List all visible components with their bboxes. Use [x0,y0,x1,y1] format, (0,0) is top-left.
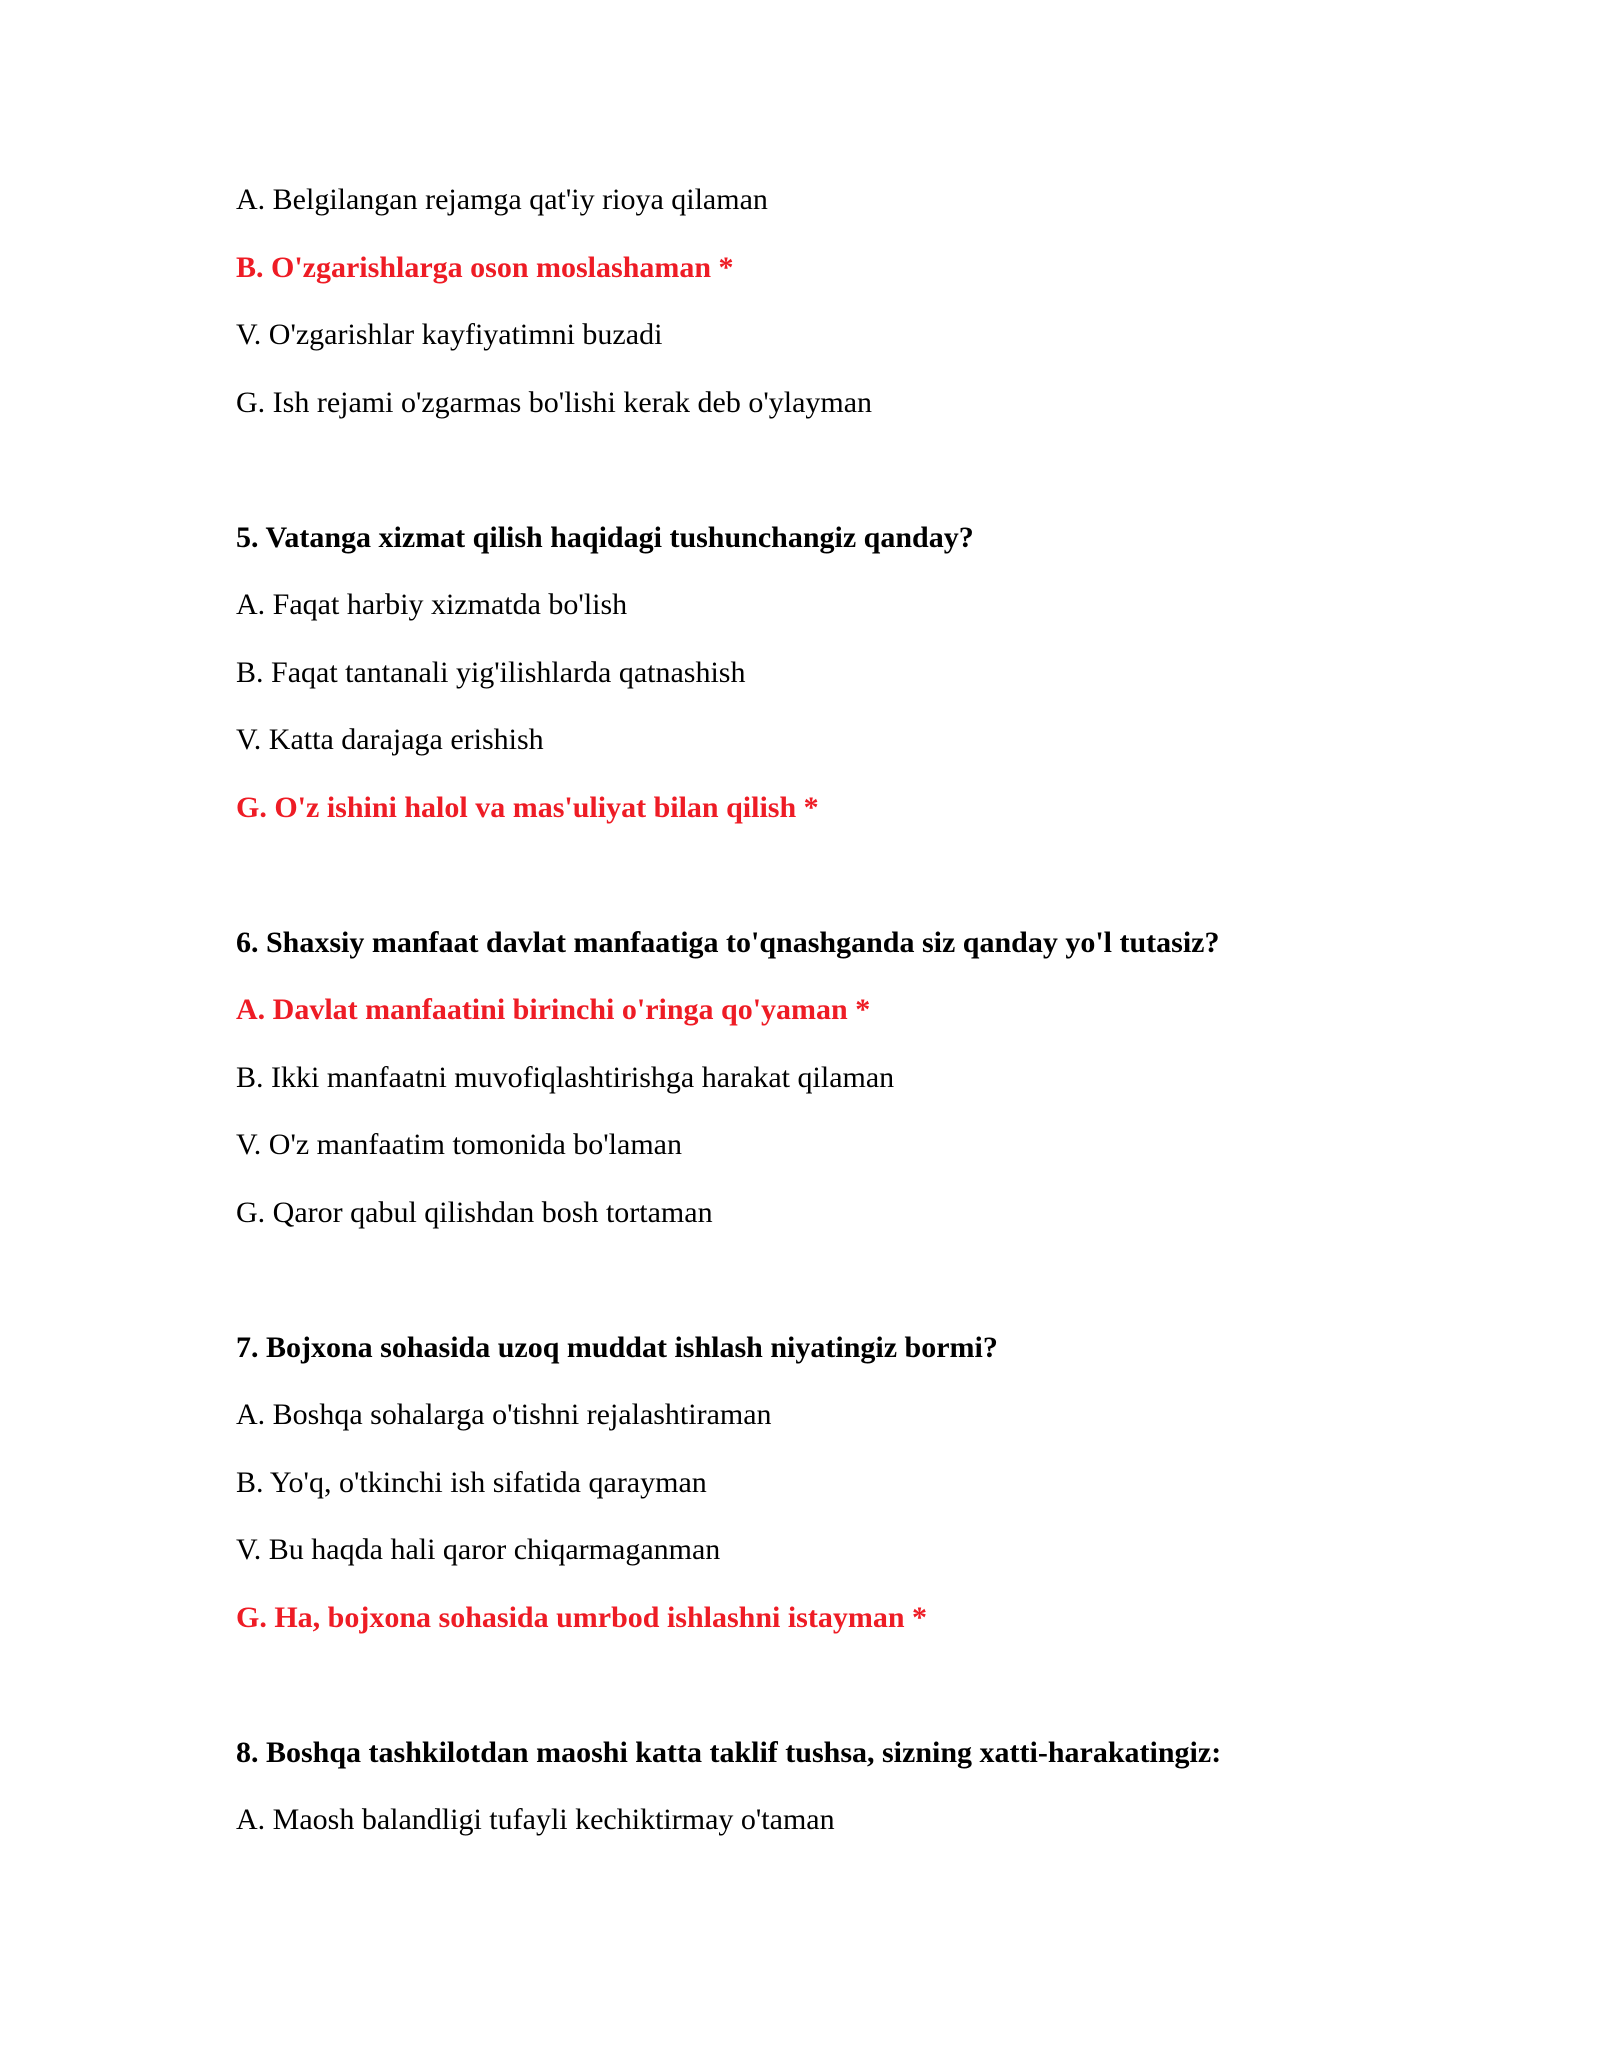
block-spacer [236,452,1416,520]
question-block [236,1330,1416,1636]
answer-option: A. Maosh balandligi tufayli kechiktirmay o'taman [236,1803,835,1836]
answer-option: V. O'z manfaatim tomonida bo'laman [236,1128,682,1161]
correct-answer-option: G. Ha, bojxona sohasida umrbod ishlashni istayman * [236,1600,928,1634]
answer-option: V. Katta darajaga erishish [236,723,544,756]
correct-answer-option: G. O'z ishini halol va mas'uliyat bilan qilish * [236,790,819,824]
answer-option: A. Faqat harbiy xizmatda bo'lish [236,588,628,621]
answer-option: G. Qaror qabul qilishdan bosh tortaman [236,1195,713,1229]
answer-option: B. Faqat tantanali yig'ilishlarda qatnashish [236,655,746,689]
answer-option: B. Ikki manfaatni muvofiqlashtirishga harakat qilaman [236,1060,895,1094]
question-block [236,925,1416,1231]
question-block [236,1735,1416,1839]
block-spacer [236,1262,1416,1330]
answer-option: A. Belgilangan rejamga qat'iy rioya qilaman [236,183,768,216]
block-spacer [236,1667,1416,1735]
answer-option: B. Yo'q, o'tkinchi ish sifatida qarayman [236,1465,707,1499]
correct-answer-option: B. O'zgarishlarga oson moslashaman * [236,250,734,284]
answer-option: V. O'zgarishlar kayfiyatimni buzadi [236,318,663,351]
answer-option: V. Bu haqda hali qaror chiqarmaganman [236,1533,721,1566]
question-text: 8. Boshqa tashkilotdan maoshi katta taklif tushsa, sizning xatti-harakatingiz: [236,1735,1222,1769]
question-text: 5. Vatanga xizmat qilish haqidagi tushunchangiz qanday? [236,520,974,554]
question-text: 7. Bojxona sohasida uzoq muddat ishlash niyatingiz bormi? [236,1330,998,1364]
question-block [236,182,1416,421]
document-page [236,182,1416,1870]
correct-answer-option: A. Davlat manfaatini birinchi o'ringa qo'yaman * [236,993,871,1026]
block-spacer [236,857,1416,925]
answer-option: G. Ish rejami o'zgarmas bo'lishi kerak deb o'ylayman [236,385,873,419]
answer-option: A. Boshqa sohalarga o'tishni rejalashtiraman [236,1398,772,1431]
question-text: 6. Shaxsiy manfaat davlat manfaatiga to'qnashganda siz qanday yo'l tutasiz? [236,925,1220,959]
question-block [236,520,1416,826]
